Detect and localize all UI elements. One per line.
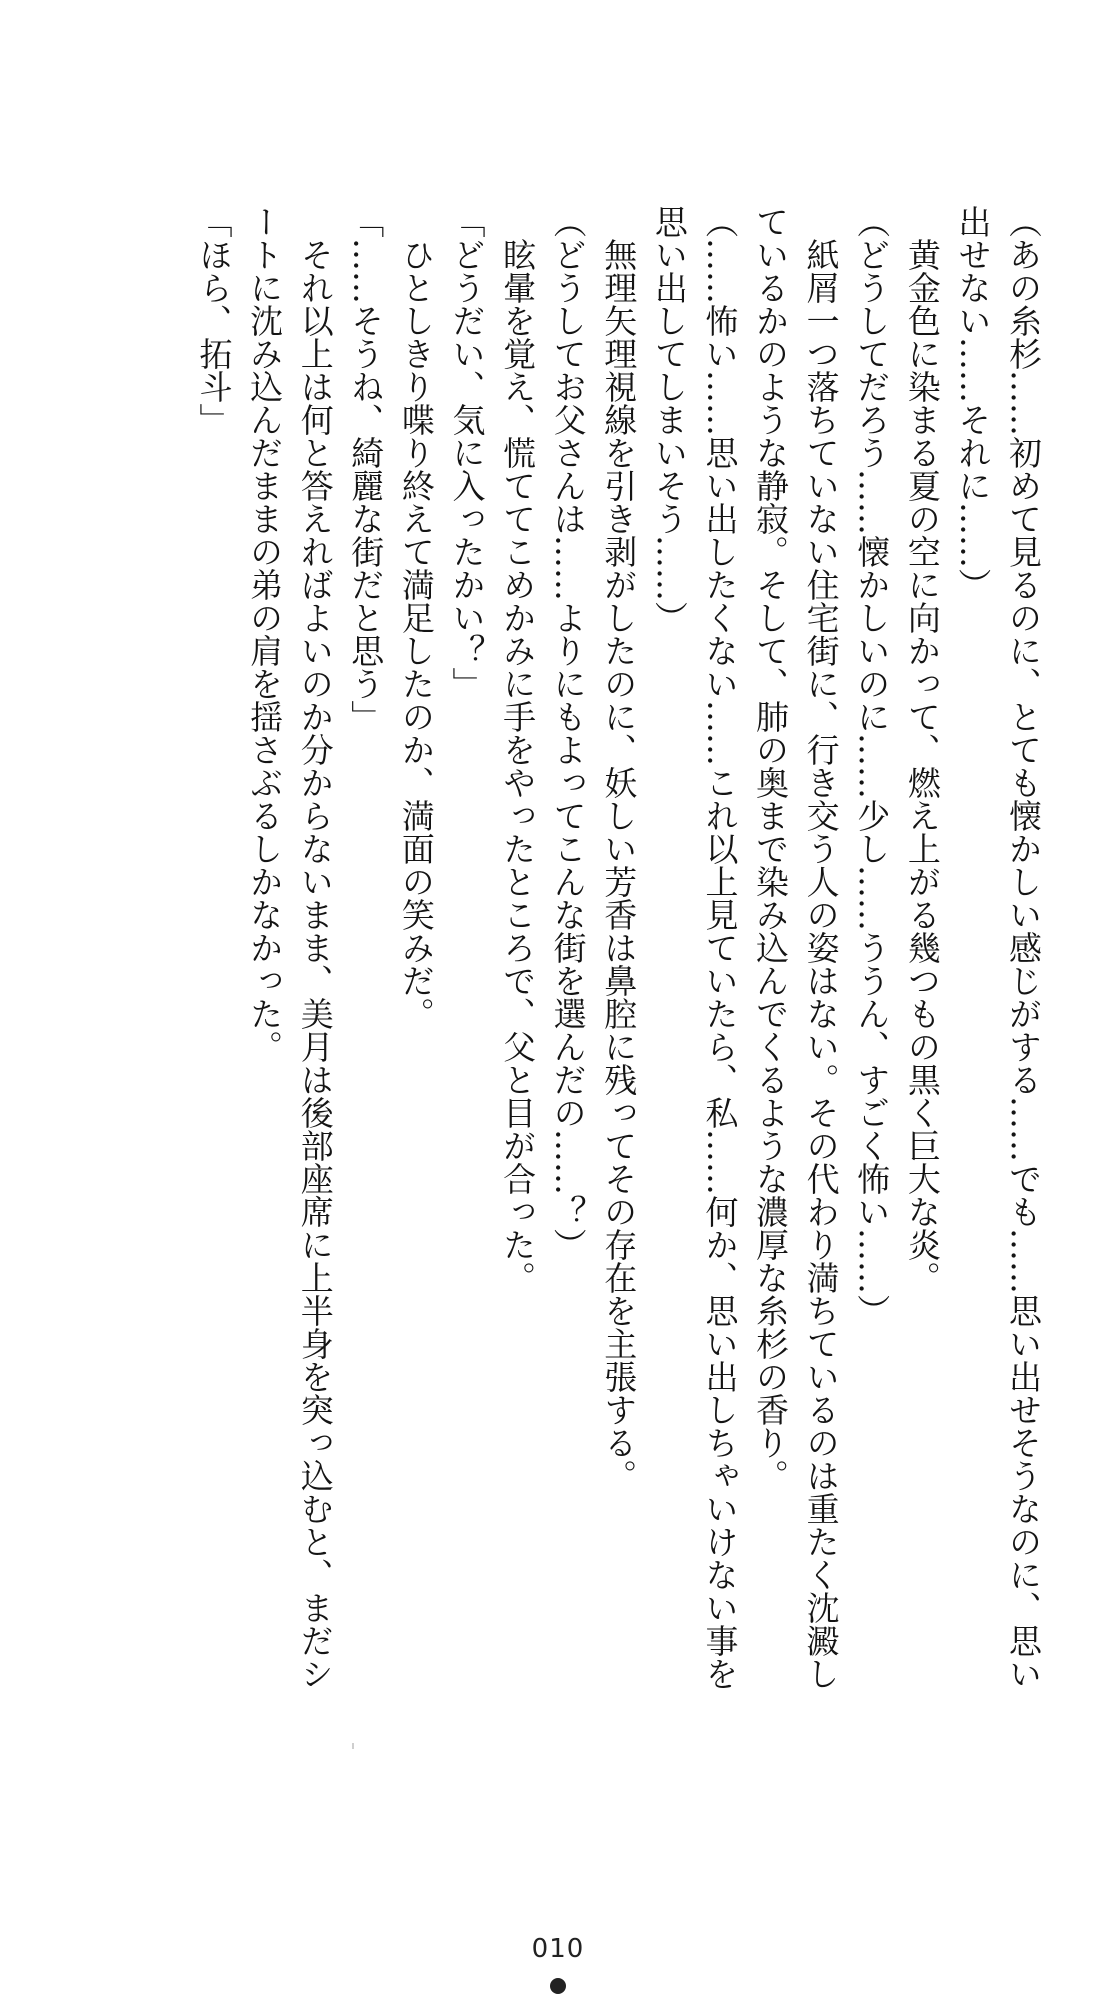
paragraph-4: 紙屑一つ落ちていない住宅街に、行き交う人の姿はない。その代わり満ちているのは重たく沈澱しているかのような静寂。そして、肺の奥まで染み込んでくるような濃厚な糸杉の香り。 <box>751 205 841 1690</box>
paragraph-12: それ以上は何と答えればよいのか分からないまま、美月は後部座席に上半身を突っ込むと、まだシートに沈み込んだままの弟の肩を揺さぶるしかなかった。 <box>245 205 335 1690</box>
paragraph-1: （あの糸杉……初めて見るのに、とても懐かしい感じがする……でも……思い出せそうなのに、思い出せない……それに……） <box>953 205 1043 1690</box>
paragraph-10: ひとしきり喋り終えて満足したのか、満面の笑みだ。 <box>396 205 436 1030</box>
paragraph-13: 「ほら、拓斗」 <box>194 205 234 436</box>
scan-speck <box>352 1743 354 1749</box>
page-dot-icon <box>550 1978 566 1994</box>
paragraph-6: 無理矢理視線を引き剥がしたのに、妖しい芳香は鼻腔に残ってその存在を主張する。 <box>599 205 639 1492</box>
paragraph-3: （どうしてだろう……懐かしいのに……少し……ううん、すごく怖い……） <box>852 205 892 1327</box>
paragraph-9: 「どうだい、気に入ったかい？」 <box>447 205 487 700</box>
body-text <box>48 205 1048 1695</box>
paragraph-5: （……怖い……思い出したくない……これ以上見ていたら、私……何か、思い出しちゃいけない事を思い出してしまいそう……） <box>649 205 740 1690</box>
paragraph-7: （どうしてお父さんは……よりにもよってこんな街を選んだの……？） <box>548 205 588 1261</box>
page-number: 010 <box>531 1934 585 1964</box>
paragraph-2: 黄金色に染まる夏の空に向かって、燃え上がる幾つもの黒く巨大な炎。 <box>902 205 942 1294</box>
paragraph-8: 眩暈を覚え、慌ててこめかみに手をやったところで、父と目が合った。 <box>498 205 538 1294</box>
paragraph-11: 「……そうね、綺麗な街だと思う」 <box>346 205 386 733</box>
